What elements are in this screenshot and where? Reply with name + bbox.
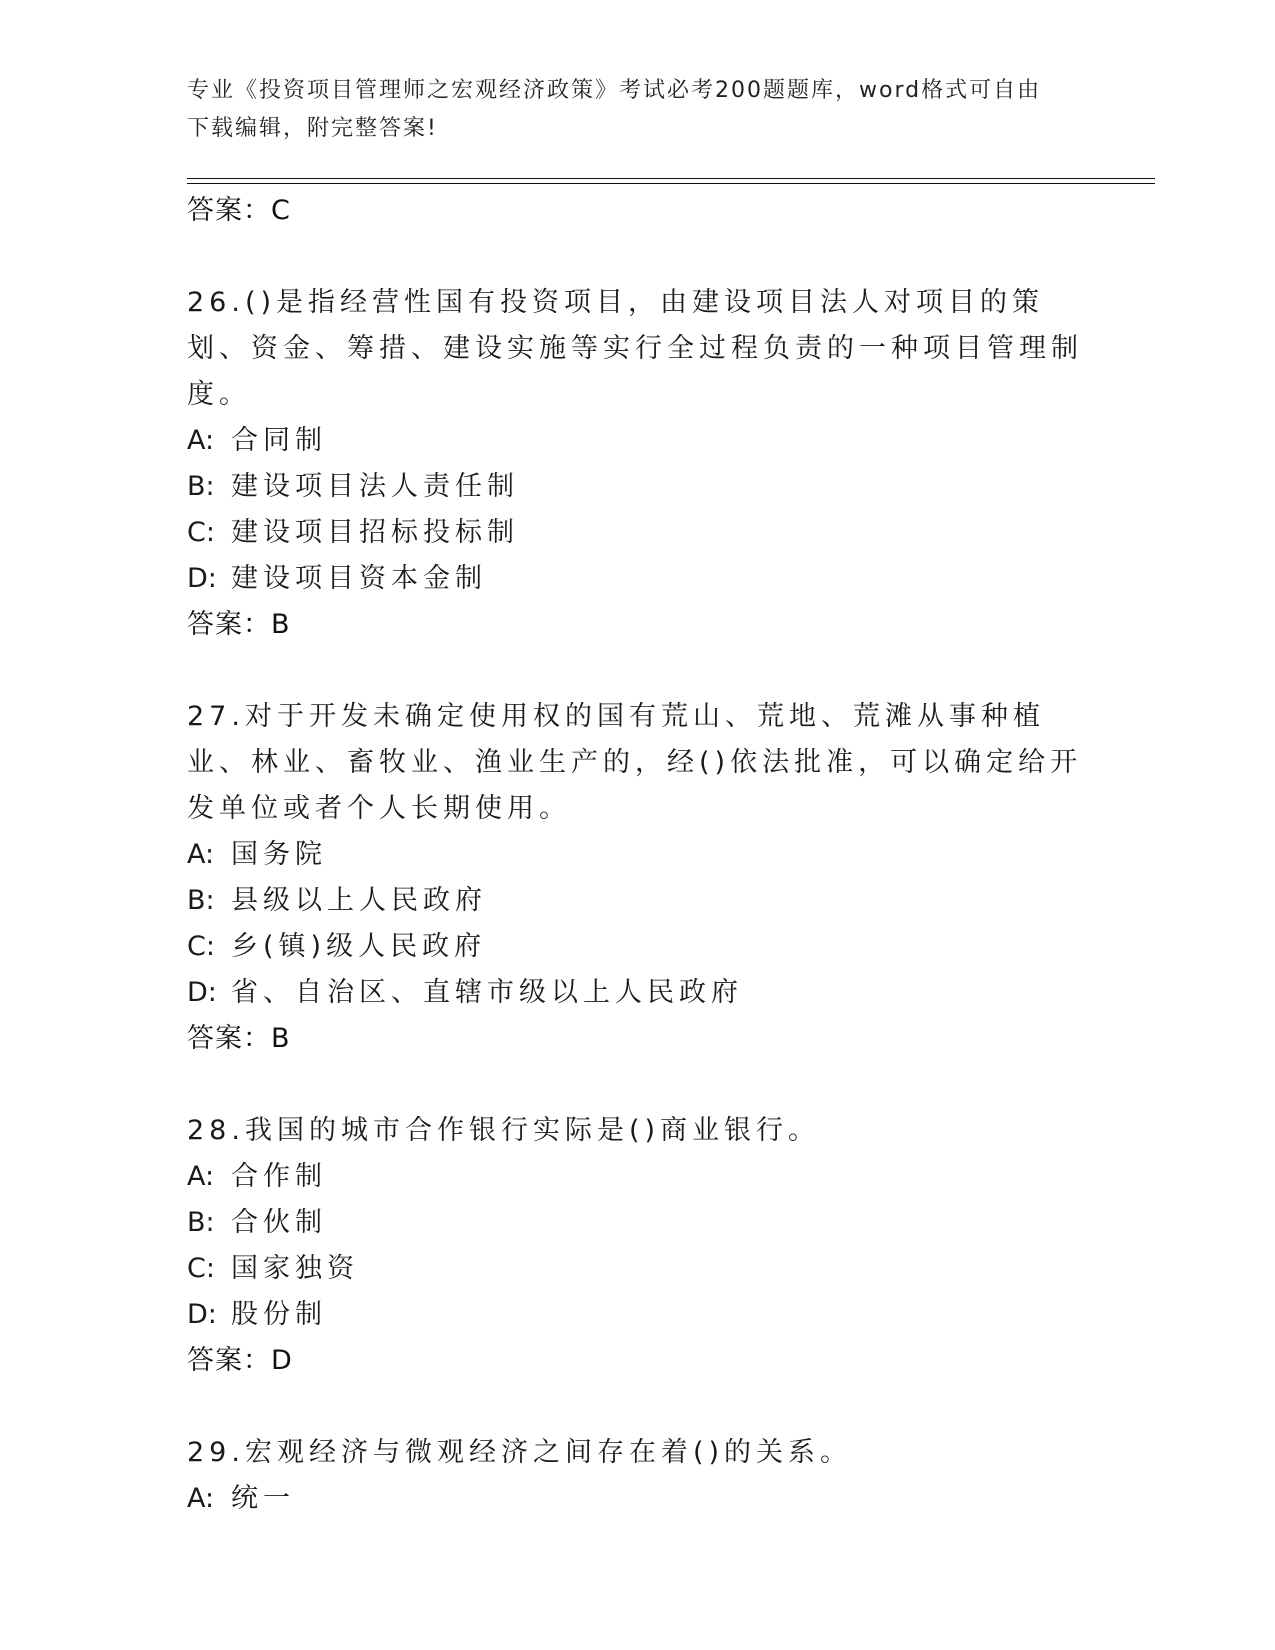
answer-label: 答案：D <box>187 1345 293 1376</box>
option-text: 县级以上人民政府 <box>231 885 487 916</box>
option-letter: C: <box>187 1253 215 1284</box>
option-text: 合伙制 <box>231 1207 327 1238</box>
answer-label: 答案：B <box>187 1023 291 1054</box>
header-line-1: 专业《投资项目管理师之宏观经济政策》考试必考200题题库，word格式可自由 <box>187 78 1042 103</box>
option-letter: A: <box>187 425 215 456</box>
question-text: 28.我国的城市合作银行实际是()商业银行。 <box>187 1115 821 1146</box>
option-a <box>187 832 1087 878</box>
option-text: 国务院 <box>231 839 327 870</box>
option-b <box>187 464 1087 510</box>
option-text: 建设项目法人责任制 <box>231 471 519 502</box>
option-text: 建设项目招标投标制 <box>231 517 519 548</box>
option-letter: A: <box>187 839 215 870</box>
document-body <box>187 188 1087 1522</box>
question-text: 27.对于开发未确定使用权的国有荒山、荒地、荒滩从事种植业、林业、畜牧业、渔业生产的，经()依法批准，可以确定给开发单位或者个人长期使用。 <box>187 701 1083 824</box>
option-c <box>187 1246 1087 1292</box>
option-letter: D: <box>187 1299 217 1330</box>
question-28 <box>187 1108 1087 1384</box>
option-text: 合同制 <box>231 425 327 456</box>
option-text: 乡(镇)级人民政府 <box>231 931 487 962</box>
document-header <box>187 72 1077 148</box>
option-text: 统一 <box>231 1483 295 1514</box>
question-27 <box>187 694 1087 1062</box>
option-d <box>187 556 1087 602</box>
option-a <box>187 418 1087 464</box>
option-text: 合作制 <box>231 1161 327 1192</box>
option-text: 建设项目资本金制 <box>231 563 487 594</box>
option-letter: A: <box>187 1161 215 1192</box>
header-divider-bottom <box>187 183 1155 184</box>
answer-label: 答案：C <box>187 195 291 226</box>
option-letter: B: <box>187 471 215 502</box>
question-text: 26.()是指经营性国有投资项目，由建设项目法人对项目的策划、资金、筹措、建设实施等实行全过程负责的一种项目管理制度。 <box>187 287 1083 410</box>
option-c <box>187 924 1087 970</box>
option-letter: C: <box>187 931 215 962</box>
option-letter: C: <box>187 517 215 548</box>
option-letter: B: <box>187 885 215 916</box>
option-a <box>187 1476 1087 1522</box>
option-b <box>187 1200 1087 1246</box>
option-letter: D: <box>187 977 217 1008</box>
option-c <box>187 510 1087 556</box>
option-a <box>187 1154 1087 1200</box>
option-text: 国家独资 <box>231 1253 359 1284</box>
question-29 <box>187 1430 1087 1522</box>
question-26 <box>187 280 1087 648</box>
option-letter: D: <box>187 563 217 594</box>
option-d <box>187 1292 1087 1338</box>
header-line-2: 下载编辑，附完整答案! <box>187 116 438 141</box>
option-letter: A: <box>187 1483 215 1514</box>
option-text: 省、自治区、直辖市级以上人民政府 <box>231 977 743 1008</box>
option-d <box>187 970 1087 1016</box>
option-text: 股份制 <box>231 1299 327 1330</box>
header-divider-top <box>187 178 1155 179</box>
option-letter: B: <box>187 1207 215 1238</box>
question-text: 29.宏观经济与微观经济之间存在着()的关系。 <box>187 1437 853 1468</box>
answer-label: 答案：B <box>187 609 291 640</box>
option-b <box>187 878 1087 924</box>
